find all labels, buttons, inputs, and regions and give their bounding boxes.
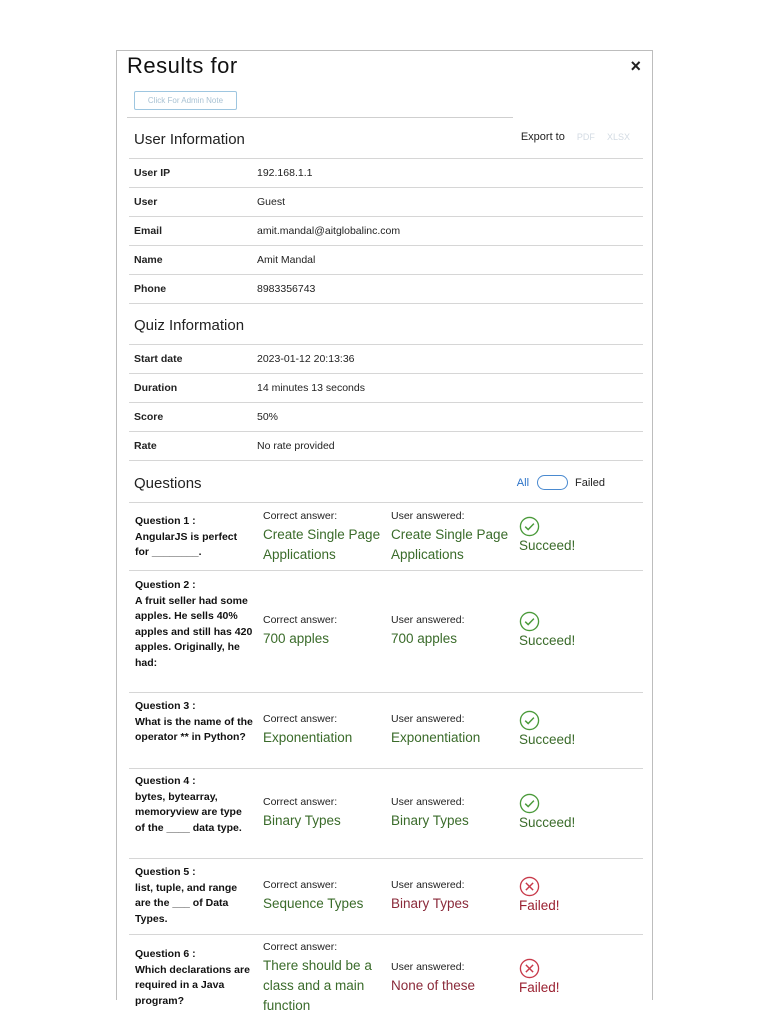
question-text	[135, 865, 253, 927]
user-answer-label: User answered:	[391, 614, 465, 626]
question-number: Question 1 :	[135, 515, 196, 527]
status	[519, 611, 575, 648]
status-text: Succeed!	[519, 732, 576, 747]
question-number: Question 4 :	[135, 775, 196, 787]
user-answer-label: User answered:	[391, 796, 465, 808]
export-controls	[521, 131, 630, 143]
question-filter	[517, 475, 605, 490]
question-number: Question 5 :	[135, 866, 196, 878]
status-text: Failed!	[519, 980, 560, 995]
user-answer	[391, 614, 515, 649]
correct-answer	[263, 879, 387, 914]
results-modal	[116, 50, 653, 1013]
status	[519, 876, 560, 913]
filter-toggle[interactable]	[537, 475, 568, 490]
user-answer-value: Exponentiation	[391, 730, 481, 745]
question-number: Question 6 :	[135, 948, 196, 960]
user-answer-label: User answered:	[391, 713, 465, 725]
user-info-title: User Information	[134, 131, 245, 148]
row-label: Email	[134, 225, 163, 237]
question-body: What is the name of the operator ** in Python?	[135, 715, 253, 743]
status-text: Succeed!	[519, 538, 576, 553]
questions-title: Questions	[134, 475, 202, 492]
status-text: Succeed!	[519, 633, 576, 648]
question-text	[135, 578, 253, 671]
row-label: User IP	[134, 167, 171, 179]
export-xlsx-link[interactable]: XLSX	[606, 132, 630, 142]
question-body: AngularJS is perfect for ________.	[135, 530, 238, 558]
table-row	[129, 188, 643, 217]
row-value: 2023-01-12 20:13:36	[257, 353, 355, 365]
status	[519, 516, 575, 553]
export-label: Export to	[520, 131, 565, 143]
user-answer-value: None of these	[391, 978, 476, 993]
table-row	[129, 246, 643, 275]
question-row	[129, 768, 643, 858]
row-label: Phone	[134, 283, 167, 295]
correct-answer	[263, 796, 387, 831]
question-row	[129, 934, 643, 1014]
filter-all-label[interactable]: All	[516, 476, 530, 489]
questions-list	[129, 502, 643, 1014]
row-label: Rate	[134, 440, 157, 452]
user-answer-value: Binary Types	[391, 813, 469, 828]
correct-answer-value: There should be a class and a main function	[263, 958, 372, 1013]
question-number: Question 3 :	[135, 700, 196, 712]
question-body: list, tuple, and range are the ___ of Data Types.	[135, 881, 238, 925]
correct-answer-label: Correct answer:	[263, 614, 338, 626]
row-value: 192.168.1.1	[257, 167, 313, 179]
status	[519, 958, 560, 995]
row-label: User	[134, 196, 158, 208]
correct-answer-label: Correct answer:	[263, 510, 338, 522]
check-circle-icon	[519, 793, 540, 814]
row-label: Score	[134, 411, 164, 423]
table-row	[129, 374, 643, 403]
row-value: Amit Mandal	[257, 254, 316, 266]
row-label: Duration	[134, 382, 178, 394]
question-body: bytes, bytearray, memoryview are type of the ____ data type.	[135, 790, 242, 834]
question-text	[135, 947, 253, 1009]
quiz-info-title: Quiz Information	[134, 317, 245, 334]
status-text: Succeed!	[519, 815, 576, 830]
row-label: Start date	[134, 353, 183, 365]
check-circle-icon	[519, 611, 540, 632]
close-icon[interactable]: ×	[630, 56, 641, 76]
question-row	[129, 570, 643, 692]
user-answer-label: User answered:	[391, 510, 465, 522]
table-row	[129, 275, 643, 304]
correct-answer-value: Create Single Page Applications	[263, 527, 381, 562]
user-answer	[391, 796, 515, 831]
row-value: 14 minutes 13 seconds	[257, 382, 365, 394]
table-row	[129, 432, 643, 461]
question-text	[135, 699, 253, 746]
correct-answer-value: Exponentiation	[263, 730, 353, 745]
question-row	[129, 858, 643, 934]
row-value: No rate provided	[257, 440, 335, 452]
user-answer-label: User answered:	[391, 879, 465, 891]
x-circle-icon	[519, 958, 540, 979]
correct-answer	[263, 713, 387, 748]
filter-failed-label[interactable]: Failed	[575, 476, 605, 489]
row-label: Name	[134, 254, 163, 266]
status	[519, 710, 575, 747]
admin-note-button[interactable]: Click For Admin Note	[134, 91, 237, 110]
user-answer	[391, 879, 515, 914]
table-row	[129, 345, 643, 374]
row-value: amit.mandal@aitglobalinc.com	[257, 225, 401, 237]
question-text	[135, 774, 253, 836]
table-row	[129, 403, 643, 432]
user-answer	[391, 961, 515, 996]
user-answer-value: Binary Types	[391, 896, 469, 911]
question-body: A fruit seller had some apples. He sells 40% apples and still has 420 apples. Originally, he had:	[135, 594, 253, 669]
correct-answer	[263, 510, 387, 565]
user-answer-value: 700 apples	[391, 631, 458, 646]
x-circle-icon	[519, 876, 540, 897]
question-number: Question 2 :	[135, 579, 196, 591]
table-row	[129, 217, 643, 246]
export-pdf-link[interactable]: PDF	[576, 132, 595, 142]
quiz-info-table	[129, 344, 643, 461]
row-value: Guest	[257, 196, 286, 208]
modal-title: Results for	[127, 53, 238, 78]
user-info-table	[129, 158, 643, 304]
question-text	[135, 514, 253, 561]
status-text: Failed!	[519, 898, 560, 913]
status	[519, 793, 575, 830]
divider	[127, 117, 513, 118]
correct-answer-value: Sequence Types	[263, 896, 364, 911]
correct-answer-label: Correct answer:	[263, 796, 338, 808]
correct-answer-value: 700 apples	[263, 631, 330, 646]
correct-answer-value: Binary Types	[263, 813, 341, 828]
table-row	[129, 159, 643, 188]
check-circle-icon	[519, 516, 540, 537]
row-value: 50%	[257, 411, 279, 423]
user-answer	[391, 510, 515, 565]
correct-answer	[263, 941, 387, 1016]
user-answer-value: Create Single Page Applications	[391, 527, 509, 562]
row-value: 8983356743	[257, 283, 316, 295]
correct-answer-label: Correct answer:	[263, 941, 338, 953]
correct-answer-label: Correct answer:	[263, 713, 338, 725]
correct-answer-label: Correct answer:	[263, 879, 338, 891]
check-circle-icon	[519, 710, 540, 731]
user-answer	[391, 713, 515, 748]
user-answer-label: User answered:	[391, 961, 465, 973]
correct-answer	[263, 614, 387, 649]
question-row	[129, 692, 643, 768]
question-row	[129, 502, 643, 570]
question-body: Which declarations are required in a Java program?	[135, 963, 250, 1007]
